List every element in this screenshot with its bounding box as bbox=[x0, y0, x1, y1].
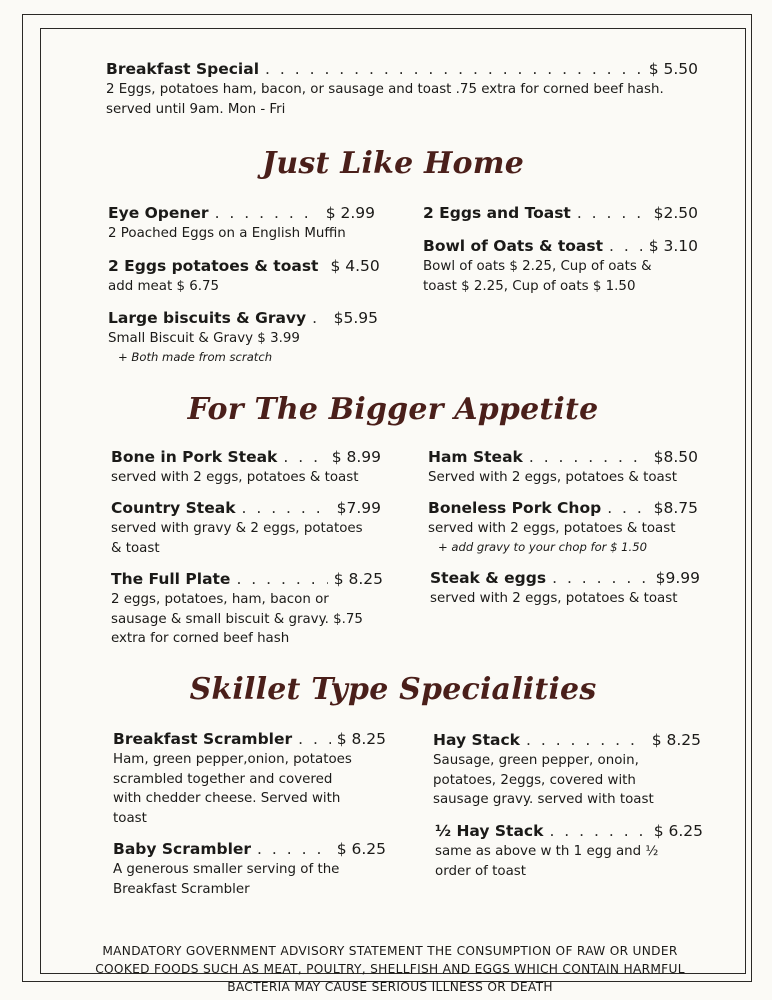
leader-dots bbox=[549, 822, 647, 840]
item-name: Hay Stack bbox=[433, 731, 520, 749]
menu-item-bone-in-pork-steak bbox=[111, 448, 381, 488]
leader-dots bbox=[236, 570, 327, 588]
item-name: Breakfast Scrambler bbox=[113, 730, 293, 748]
leader-dots bbox=[577, 204, 648, 222]
item-desc: sausage & small biscuit & gravy. $.75 bbox=[111, 611, 363, 627]
menu-item-baby-scrambler bbox=[113, 840, 386, 899]
item-price: $ 8.25 bbox=[333, 570, 383, 588]
item-price: $ 6.25 bbox=[653, 822, 703, 840]
item-desc: Small Biscuit & Gravy $ 3.99 bbox=[108, 331, 300, 346]
item-name: Country Steak bbox=[111, 499, 236, 517]
section-title-just-like-home: Just Like Home bbox=[262, 146, 524, 181]
item-price: $ 6.25 bbox=[336, 840, 386, 858]
leader-dots bbox=[529, 448, 648, 466]
item-note: + add gravy to your chop for $ 1.50 bbox=[438, 539, 647, 554]
menu-item-breakfast-special bbox=[106, 60, 698, 119]
item-name: Bowl of Oats & toast bbox=[423, 237, 604, 255]
leader-dots bbox=[265, 60, 643, 78]
item-name: Large biscuits & Gravy bbox=[108, 309, 307, 327]
advisory-line: BACTERIA MAY CAUSE SERIOUS ILLNESS OR DEATH bbox=[227, 980, 553, 994]
menu-item-steak-and-eggs bbox=[430, 569, 700, 609]
menu-item-the-full-plate bbox=[111, 570, 383, 649]
item-desc: scrambled together and covered bbox=[113, 771, 333, 787]
item-name: 2 Eggs and Toast bbox=[423, 204, 571, 222]
leader-dots bbox=[215, 204, 320, 222]
item-desc: Breakfast Scrambler bbox=[113, 881, 250, 897]
item-desc: same as above w th 1 egg and ½ bbox=[435, 844, 659, 859]
item-price: $ 8.99 bbox=[331, 448, 381, 466]
menu-item-country-steak bbox=[111, 499, 381, 558]
menu-item-breakfast-scrambler bbox=[113, 730, 386, 828]
advisory-line: COOKED FOODS SUCH AS MEAT, POULTRY, SHELLFISH AND EGGS WHICH CONTAIN HARMFUL bbox=[95, 962, 685, 976]
leader-dots bbox=[283, 448, 325, 466]
item-price: $ 5.50 bbox=[648, 60, 698, 78]
item-price: $ 3.10 bbox=[648, 237, 698, 255]
menu-item-eye-opener bbox=[108, 204, 375, 244]
item-desc: served with gravy & 2 eggs, potatoes bbox=[111, 521, 363, 536]
item-price: $8.75 bbox=[653, 499, 698, 517]
item-desc: 2 Eggs, potatoes ham, bacon, or sausage and toast .75 extra for corned beef hash. bbox=[106, 82, 664, 97]
leader-dots bbox=[526, 731, 646, 749]
item-name: Ham Steak bbox=[428, 448, 523, 466]
item-price: $ 2.99 bbox=[325, 204, 375, 222]
item-desc: served until 9am. Mon - Fri bbox=[106, 101, 286, 117]
item-note: + Both made from scratch bbox=[118, 349, 273, 364]
item-price: $2.50 bbox=[653, 204, 698, 222]
section-title-skillet-specialities: Skillet Type Specialities bbox=[189, 672, 597, 707]
item-desc: served with 2 eggs, potatoes & toast bbox=[430, 591, 678, 606]
item-desc: served with 2 eggs, potatoes & toast bbox=[428, 521, 676, 536]
menu-item-hay-stack bbox=[433, 731, 701, 810]
item-desc: toast $ 2.25, Cup of oats $ 1.50 bbox=[423, 278, 636, 294]
item-price: $ 8.25 bbox=[651, 731, 701, 749]
item-name: Baby Scrambler bbox=[113, 840, 252, 858]
item-desc: potatoes, 2eggs, covered with bbox=[433, 772, 636, 788]
item-desc: Bowl of oats $ 2.25, Cup of oats & bbox=[423, 259, 652, 274]
item-name: Eye Opener bbox=[108, 204, 209, 222]
item-name: ½ Hay Stack bbox=[435, 822, 544, 840]
government-advisory bbox=[60, 942, 720, 996]
leader-dots bbox=[242, 499, 331, 517]
menu-item-large-biscuits-gravy bbox=[108, 309, 378, 365]
item-desc: served with 2 eggs, potatoes & toast bbox=[111, 470, 359, 485]
item-desc: Ham, green pepper,onion, potatoes bbox=[113, 752, 352, 767]
leader-dots bbox=[552, 569, 650, 587]
item-desc: with chedder cheese. Served with bbox=[113, 791, 341, 806]
item-name: Steak & eggs bbox=[430, 569, 547, 587]
leader-dots bbox=[609, 237, 643, 255]
item-desc: Sausage, green pepper, onoin, bbox=[433, 753, 639, 768]
menu-item-boneless-pork-chop bbox=[428, 499, 698, 555]
item-desc: 2 eggs, potatoes, ham, bacon or bbox=[111, 592, 329, 607]
item-desc: & toast bbox=[111, 540, 160, 556]
item-desc: order of toast bbox=[435, 863, 527, 879]
item-price: $9.99 bbox=[655, 569, 700, 587]
item-desc: sausage gravy. served with toast bbox=[433, 792, 654, 807]
item-name: Breakfast Special bbox=[106, 60, 260, 78]
item-price: $7.99 bbox=[336, 499, 381, 517]
leader-dots bbox=[312, 309, 327, 327]
item-name: Boneless Pork Chop bbox=[428, 499, 602, 517]
menu-item-half-hay-stack bbox=[435, 822, 703, 881]
item-desc: 2 Poached Eggs on a English Muffin bbox=[108, 226, 346, 241]
item-desc: extra for corned beef hash bbox=[111, 631, 290, 646]
item-price: $ 8.25 bbox=[336, 730, 386, 748]
advisory-line: MANDATORY GOVERNMENT ADVISORY STATEMENT THE CONSUMPTION OF RAW OR UNDER bbox=[102, 944, 678, 958]
item-name: 2 Eggs potatoes & toast bbox=[108, 257, 319, 275]
leader-dots bbox=[257, 840, 331, 858]
menu-item-2-eggs-and-toast bbox=[423, 204, 698, 222]
item-price: $8.50 bbox=[653, 448, 698, 466]
item-price: $5.95 bbox=[333, 309, 378, 327]
menu-item-bowl-of-oats bbox=[423, 237, 698, 296]
leader-dots bbox=[298, 730, 331, 748]
item-desc: A generous smaller serving of the bbox=[113, 862, 340, 877]
menu-item-ham-steak bbox=[428, 448, 698, 488]
item-desc: add meat $ 6.75 bbox=[108, 279, 220, 294]
section-title-bigger-appetite: For The Bigger Appetite bbox=[187, 392, 599, 427]
leader-dots bbox=[607, 499, 647, 517]
item-desc: Served with 2 eggs, potatoes & toast bbox=[428, 470, 677, 485]
item-name: The Full Plate bbox=[111, 570, 231, 588]
item-desc: toast bbox=[113, 810, 147, 826]
menu-item-2-eggs-potatoes-toast bbox=[108, 257, 378, 297]
item-price: $ 4.50 bbox=[330, 257, 380, 275]
item-name: Bone in Pork Steak bbox=[111, 448, 278, 466]
